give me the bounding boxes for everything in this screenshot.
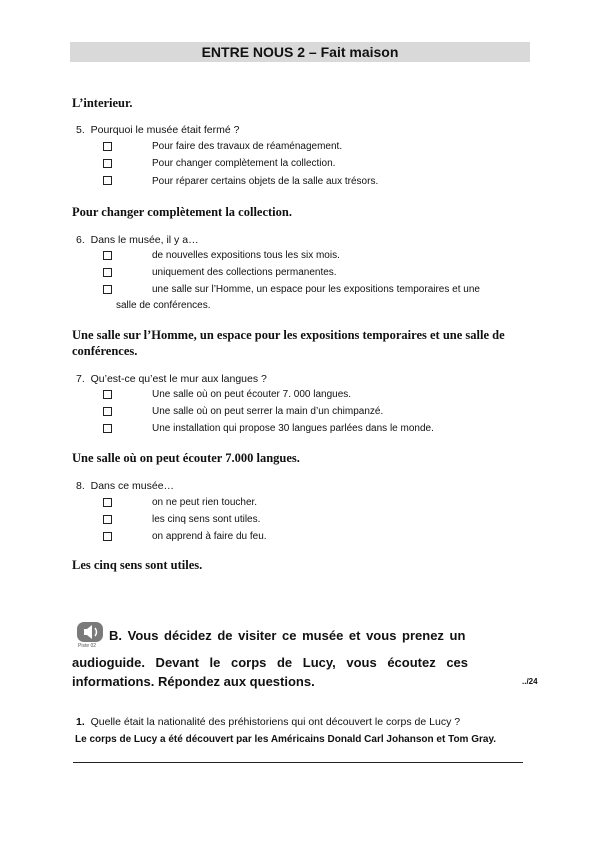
- question-number: 7.: [76, 373, 85, 385]
- checkbox[interactable]: [103, 285, 112, 294]
- option-text: Une salle où on peut écouter 7. 000 langues.: [152, 389, 352, 400]
- page-title: ENTRE NOUS 2 – Fait maison: [70, 42, 530, 62]
- checkbox[interactable]: [103, 159, 112, 168]
- answer-line: [73, 762, 523, 763]
- option-text: uniquement des collections permanentes.: [152, 267, 337, 278]
- checkbox[interactable]: [103, 176, 112, 185]
- score-label: ../24: [522, 677, 538, 686]
- option-text: Une installation qui propose 30 langues parlées dans le monde.: [152, 423, 434, 434]
- answer-text: Une salle où on peut écouter 7.000 langues.: [72, 451, 300, 465]
- option-text: une salle sur l’Homme, un espace pour les expositions temporaires et une: [152, 284, 480, 295]
- answer-text: Une salle sur l’Homme, un espace pour les expositions temporaires et une salle de: [72, 328, 505, 342]
- checkbox[interactable]: [103, 142, 112, 151]
- option-text: Pour réparer certains objets de la salle aux trésors.: [152, 176, 379, 187]
- question-number: 8.: [76, 480, 85, 492]
- question-b1: [76, 716, 460, 728]
- question-text: Dans le musée, il y a…: [90, 234, 199, 246]
- track-label: Piste 02: [78, 643, 97, 649]
- question-text: Qu’est-ce qu’est le mur aux langues ?: [90, 373, 267, 385]
- option-text: salle de conférences.: [116, 300, 211, 311]
- option-text: les cinq sens sont utiles.: [152, 514, 261, 525]
- checkbox[interactable]: [103, 268, 112, 277]
- checkbox[interactable]: [103, 390, 112, 399]
- checkbox[interactable]: [103, 498, 112, 507]
- option-text: Pour changer complètement la collection.: [152, 158, 336, 169]
- question-8: [76, 480, 174, 492]
- question-7: [76, 373, 267, 385]
- section-b-line: B. Vous décidez de visiter ce musée et vous prenez un: [109, 628, 466, 643]
- option-text: de nouvelles expositions tous les six mois.: [152, 250, 340, 261]
- answer-text: Pour changer complètement la collection.: [72, 205, 292, 219]
- option-text: Pour faire des travaux de réaménagement.: [152, 141, 343, 152]
- section-title: L’interieur.: [72, 96, 133, 110]
- speaker-icon: [77, 622, 103, 642]
- question-number: 5.: [76, 124, 85, 136]
- section-b-line: audioguide. Devant le corps de Lucy, vous écoutez ces: [72, 655, 469, 670]
- option-text: Une salle où on peut serrer la main d’un chimpanzé.: [152, 406, 384, 417]
- section-b-line: informations. Répondez aux questions.: [72, 674, 315, 689]
- question-text: Quelle était la nationalité des préhistoriens qui ont découvert le corps de Lucy ?: [90, 716, 461, 728]
- question-text: Pourquoi le musée était fermé ?: [90, 124, 240, 136]
- answer-text: Le corps de Lucy a été découvert par les Américains Donald Carl Johanson et Tom Gray.: [75, 734, 497, 745]
- checkbox[interactable]: [103, 251, 112, 260]
- question-number: 6.: [76, 234, 85, 246]
- answer-text: Les cinq sens sont utiles.: [72, 558, 203, 572]
- question-number: 1.: [76, 716, 85, 728]
- option-text: on ne peut rien toucher.: [152, 497, 258, 508]
- checkbox[interactable]: [103, 532, 112, 541]
- checkbox[interactable]: [103, 515, 112, 524]
- checkbox[interactable]: [103, 424, 112, 433]
- answer-text: conférences.: [72, 344, 138, 358]
- option-text: on apprend à faire du feu.: [152, 531, 267, 542]
- checkbox[interactable]: [103, 407, 112, 416]
- question-text: Dans ce musée…: [90, 480, 175, 492]
- question-6: [76, 234, 199, 246]
- question-5: [76, 124, 239, 136]
